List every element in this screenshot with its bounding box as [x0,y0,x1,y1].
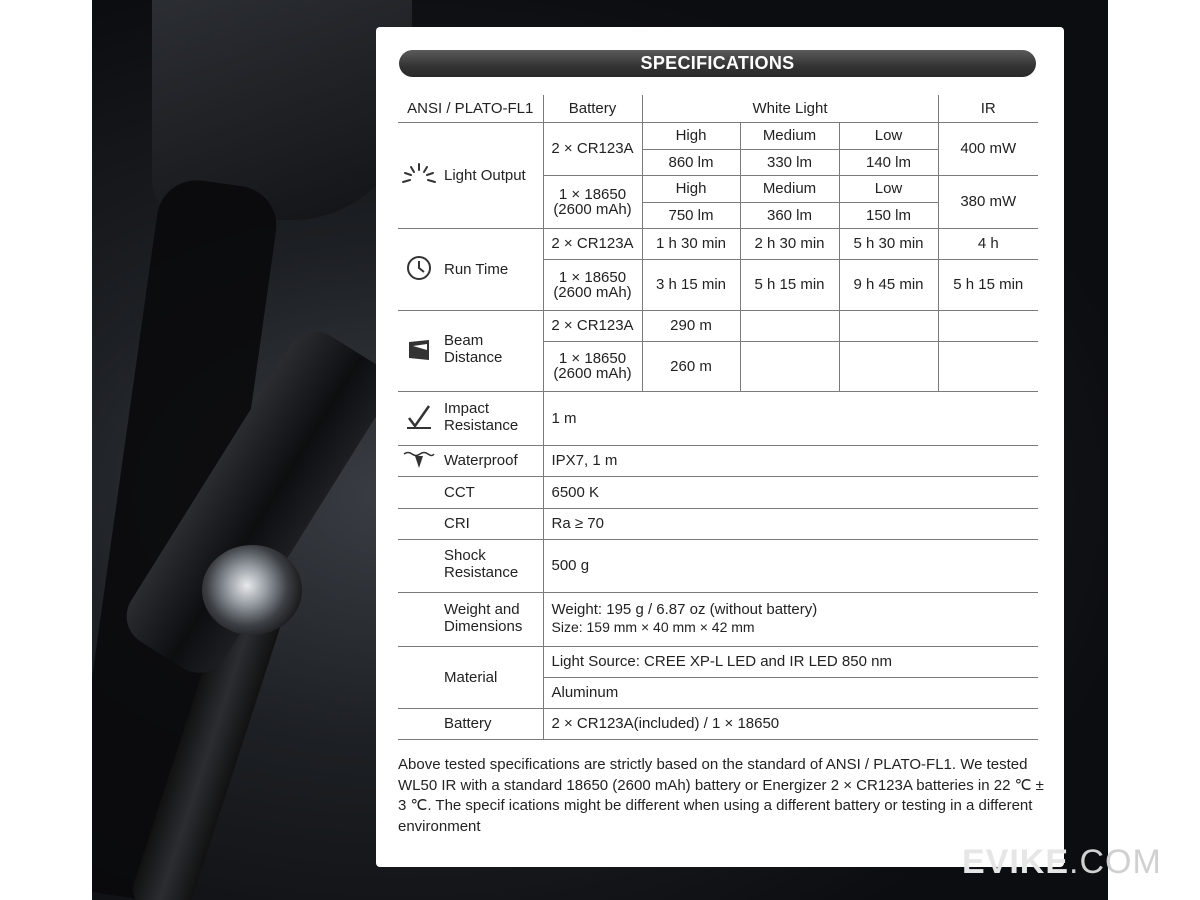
cri-value: Ra ≥ 70 [543,508,1038,539]
row-battery-label: Battery [398,708,543,739]
lo-18650-low-value: 150 lm [839,202,938,228]
cct-value: 6500 K [543,476,1038,508]
lo-cr123a-low-value: 140 lm [839,149,938,175]
lo-18650-high-value: 750 lm [642,202,740,228]
spec-card [376,27,1064,867]
material-value-1: Light Source: CREE XP-L LED and IR LED 850 nm [543,646,1038,677]
table-header-row [398,95,1038,122]
row-run-time-label [398,228,543,310]
row-light-output-label [398,122,543,228]
weight-value: Weight: 195 g / 6.87 oz (without battery) Size: 159 mm × 40 mm × 42 mm [543,592,1038,646]
spec-title: SPECIFICATIONS [399,50,1036,77]
lo-cr123a-battery: 2 × CR123A [543,122,642,175]
lo-18650-medium-label: Medium [740,175,839,202]
run-time-label: Run Time [444,260,509,278]
beam-icon [398,338,440,364]
light-rays-icon [398,162,440,188]
bd-cr123a-empty-1 [740,310,839,341]
row-waterproof-label [398,445,543,476]
row-shock-label: Shock Resistance [398,539,543,592]
lo-cr123a-medium-label: Medium [740,122,839,149]
lo-cr123a-high-label: High [642,122,740,149]
lo-18650-ir: 380 mW [938,175,1038,228]
lo-cr123a-ir: 400 mW [938,122,1038,175]
bd-18650-value: 260 m [642,341,740,391]
col-white-light: White Light [642,95,938,122]
bd-cr123a-battery: 2 × CR123A [543,310,642,341]
rt-18650-high: 3 h 15 min [642,259,740,310]
row-weight-label: Weight and Dimensions [398,592,543,646]
rt-cr123a-high: 1 h 30 min [642,228,740,259]
clock-icon [398,255,440,283]
col-ir: IR [938,95,1038,122]
bd-18650-battery: 1 × 18650 (2600 mAh) [543,341,642,391]
rt-cr123a-ir: 4 h [938,228,1038,259]
lo-cr123a-low-label: Low [839,122,938,149]
row-cct-label: CCT [398,476,543,508]
rt-cr123a-medium: 2 h 30 min [740,228,839,259]
flashlight-lens-shape [202,545,302,635]
bd-18650-empty-2 [839,341,938,391]
water-drop-icon [398,450,440,472]
rt-18650-low: 9 h 45 min [839,259,938,310]
rt-cr123a-battery: 2 × CR123A [543,228,642,259]
waterproof-label: Waterproof [444,452,518,469]
lo-18650-low-label: Low [839,175,938,202]
row-impact-label [398,391,543,445]
row-cri-label: CRI [398,508,543,539]
beam-distance-label: Beam Distance [444,332,503,366]
col-battery: Battery [543,95,642,122]
impact-value: 1 m [543,391,1038,445]
shock-value: 500 g [543,539,1038,592]
bd-cr123a-empty-3 [938,310,1038,341]
bd-cr123a-value: 290 m [642,310,740,341]
bd-18650-empty-1 [740,341,839,391]
light-output-label: Light Output [444,166,526,184]
rt-cr123a-low: 5 h 30 min [839,228,938,259]
rt-18650-ir: 5 h 15 min [938,259,1038,310]
lo-18650-battery: 1 × 18650 (2600 mAh) [543,175,642,228]
rt-18650-medium: 5 h 15 min [740,259,839,310]
material-value-2: Aluminum [543,677,1038,708]
lo-18650-high-label: High [642,175,740,202]
spec-footnote: Above tested specifications are strictly based on the standard of ANSI / PLATO-FL1. We tested WL50 IR with a standard 18650 (2600 mAh) battery or Energizer 2 × CR123A batteries in 22 ℃ ± 3 ℃. The specif ications might be different when using a different battery or testing in a different environment [398,756,1044,835]
row-beam-distance-label [398,310,543,391]
rt-18650-battery: 1 × 18650 (2600 mAh) [543,259,642,310]
col-standard: ANSI / PLATO-FL1 [398,95,543,122]
impact-icon [398,404,440,432]
lo-cr123a-high-value: 860 lm [642,149,740,175]
spec-table [398,95,1038,740]
row-material-label: Material [398,646,543,708]
bd-cr123a-empty-2 [839,310,938,341]
bd-18650-empty-3 [938,341,1038,391]
lo-18650-medium-value: 360 lm [740,202,839,228]
lo-cr123a-medium-value: 330 lm [740,149,839,175]
watermark-logo: EVIKE.COM [962,843,1162,881]
waterproof-value: IPX7, 1 m [543,445,1038,476]
impact-label: Impact Resistance [444,399,519,434]
battery-value: 2 × CR123A(included) / 1 × 18650 [543,708,1038,739]
